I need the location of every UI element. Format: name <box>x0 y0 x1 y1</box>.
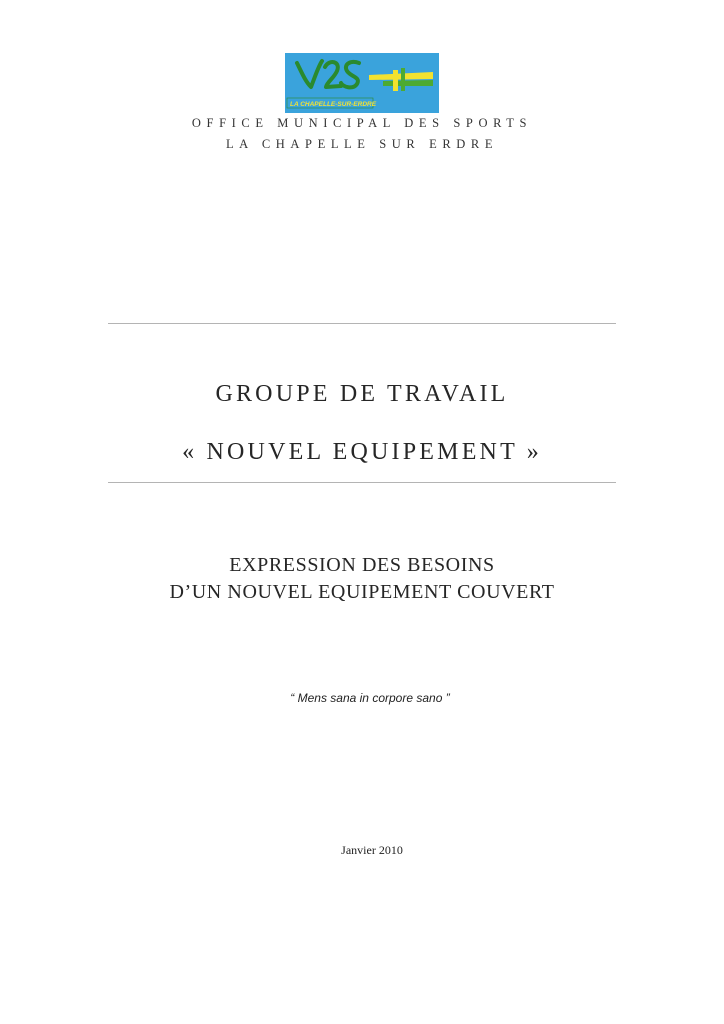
logo-caption: LA CHAPELLE-SUR-ERDRE <box>290 101 377 108</box>
top-divider <box>108 323 616 324</box>
logo-yellow-bar <box>393 70 398 91</box>
organization-town: LA CHAPELLE SUR ERDRE <box>225 137 499 151</box>
logo-green-bar <box>401 68 405 91</box>
v2s-logo-graphic <box>285 53 439 113</box>
document-title-line-1: GROUPE DE TRAVAIL <box>215 381 509 407</box>
v2s-logo <box>285 53 439 113</box>
latin-motto: “ Mens sana in corpore sano ” <box>290 691 450 705</box>
document-title-line-2: « NOUVEL EQUIPEMENT » <box>182 439 542 465</box>
document-subtitle-line-2: D’UN NOUVEL EQUIPEMENT COUVERT <box>169 581 555 603</box>
bottom-divider <box>108 482 616 483</box>
organization-name: OFFICE MUNICIPAL DES SPORTS <box>191 116 533 130</box>
document-date: Janvier 2010 <box>341 843 403 857</box>
logo-green-stripe <box>383 80 433 86</box>
document-subtitle-line-1: EXPRESSION DES BESOINS <box>229 554 495 576</box>
